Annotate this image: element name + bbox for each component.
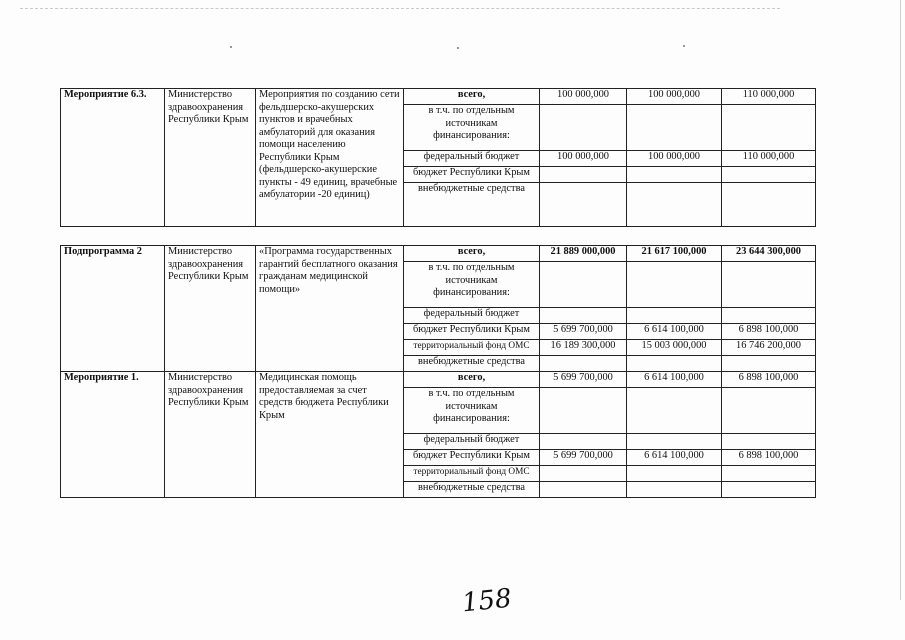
funding-source: внебюджетные средства (404, 356, 540, 372)
table-row (61, 372, 816, 388)
amount-year-3: 6 898 100,000 (722, 324, 816, 340)
section-code: Мероприятие 6.3. (61, 89, 165, 227)
funding-source: в т.ч. по отдельным источникам финансирования: (404, 105, 540, 151)
funding-source: бюджет Республики Крым (404, 324, 540, 340)
amount-year-1 (540, 167, 627, 183)
amount-year-1: 100 000,000 (540, 89, 627, 105)
amount-year-1: 100 000,000 (540, 151, 627, 167)
scan-speck (683, 45, 685, 47)
scan-top-line (20, 8, 780, 9)
funding-source: в т.ч. по отдельным источникам финансирования: (404, 388, 540, 434)
funding-source: всего, (404, 372, 540, 388)
amount-year-2 (627, 183, 722, 227)
amount-year-3 (722, 262, 816, 308)
amount-year-3: 23 644 300,000 (722, 246, 816, 262)
funding-source: всего, (404, 89, 540, 105)
amount-year-3 (722, 105, 816, 151)
amount-year-2: 100 000,000 (627, 151, 722, 167)
funding-source: бюджет Республики Крым (404, 450, 540, 466)
funding-source: бюджет Республики Крым (404, 167, 540, 183)
funding-source: федеральный бюджет (404, 308, 540, 324)
scan-right-edge (900, 0, 901, 600)
amount-year-3: 6 898 100,000 (722, 372, 816, 388)
amount-year-1: 5 699 700,000 (540, 450, 627, 466)
funding-source: территориальный фонд ОМС (404, 466, 540, 482)
amount-year-1 (540, 105, 627, 151)
amount-year-2 (627, 308, 722, 324)
section-description: «Программа государственных гарантий бесплатного оказания гражданам медицинской помощи» (256, 246, 404, 372)
amount-year-2 (627, 167, 722, 183)
amount-year-2: 6 614 100,000 (627, 324, 722, 340)
table-row (61, 89, 816, 105)
amount-year-1: 16 189 300,000 (540, 340, 627, 356)
funding-source: территориальный фонд ОМС (404, 340, 540, 356)
funding-source: всего, (404, 246, 540, 262)
amount-year-3: 110 000,000 (722, 151, 816, 167)
amount-year-1: 5 699 700,000 (540, 324, 627, 340)
amount-year-1 (540, 388, 627, 434)
funding-source: федеральный бюджет (404, 434, 540, 450)
amount-year-1 (540, 183, 627, 227)
amount-year-2: 21 617 100,000 (627, 246, 722, 262)
amount-year-1 (540, 466, 627, 482)
amount-year-2: 100 000,000 (627, 89, 722, 105)
amount-year-2 (627, 388, 722, 434)
funding-source: в т.ч. по отдельным источникам финансирования: (404, 262, 540, 308)
amount-year-3: 110 000,000 (722, 89, 816, 105)
amount-year-2: 6 614 100,000 (627, 450, 722, 466)
amount-year-1: 21 889 000,000 (540, 246, 627, 262)
amount-year-3 (722, 308, 816, 324)
amount-year-1: 5 699 700,000 (540, 372, 627, 388)
section-executor: Министерство здравоохранения Республики Крым (165, 246, 256, 372)
page-number: 158 (460, 583, 514, 619)
scan-speck (457, 47, 459, 49)
amount-year-2 (627, 434, 722, 450)
section-code: Подпрограмма 2 (61, 246, 165, 372)
funding-source: внебюджетные средства (404, 482, 540, 498)
amount-year-3 (722, 482, 816, 498)
amount-year-3: 16 746 200,000 (722, 340, 816, 356)
amount-year-2 (627, 466, 722, 482)
amount-year-3 (722, 434, 816, 450)
amount-year-3 (722, 356, 816, 372)
section-code: Мероприятие 1. (61, 372, 165, 498)
section-spacer (61, 227, 816, 246)
amount-year-3 (722, 167, 816, 183)
section-executor: Министерство здравоохранения Республики Крым (165, 372, 256, 498)
amount-year-2 (627, 356, 722, 372)
section-executor: Министерство здравоохранения Республики Крым (165, 89, 256, 227)
amount-year-3 (722, 183, 816, 227)
funding-source: внебюджетные средства (404, 183, 540, 227)
scan-speck (230, 46, 232, 48)
amount-year-3: 6 898 100,000 (722, 450, 816, 466)
amount-year-2: 6 614 100,000 (627, 372, 722, 388)
table-row (61, 246, 816, 262)
section-description: Мероприятия по созданию сети фельдшерско-акушерских пунктов и врачебных амбулаторий для оказания помощи населению Республики Крым (фельдшерско-акушерские пункты - 49 единиц, врачебные амбулатории -20 единиц) (256, 89, 404, 227)
amount-year-1 (540, 308, 627, 324)
amount-year-1 (540, 482, 627, 498)
amount-year-3 (722, 388, 816, 434)
amount-year-2 (627, 262, 722, 308)
amount-year-3 (722, 466, 816, 482)
amount-year-1 (540, 434, 627, 450)
section-description: Медицинская помощь предоставляемая за счет средств бюджета Республики Крым (256, 372, 404, 498)
amount-year-1 (540, 356, 627, 372)
amount-year-1 (540, 262, 627, 308)
amount-year-2 (627, 482, 722, 498)
amount-year-2: 15 003 000,000 (627, 340, 722, 356)
amount-year-2 (627, 105, 722, 151)
financing-table (60, 88, 816, 498)
funding-source: федеральный бюджет (404, 151, 540, 167)
